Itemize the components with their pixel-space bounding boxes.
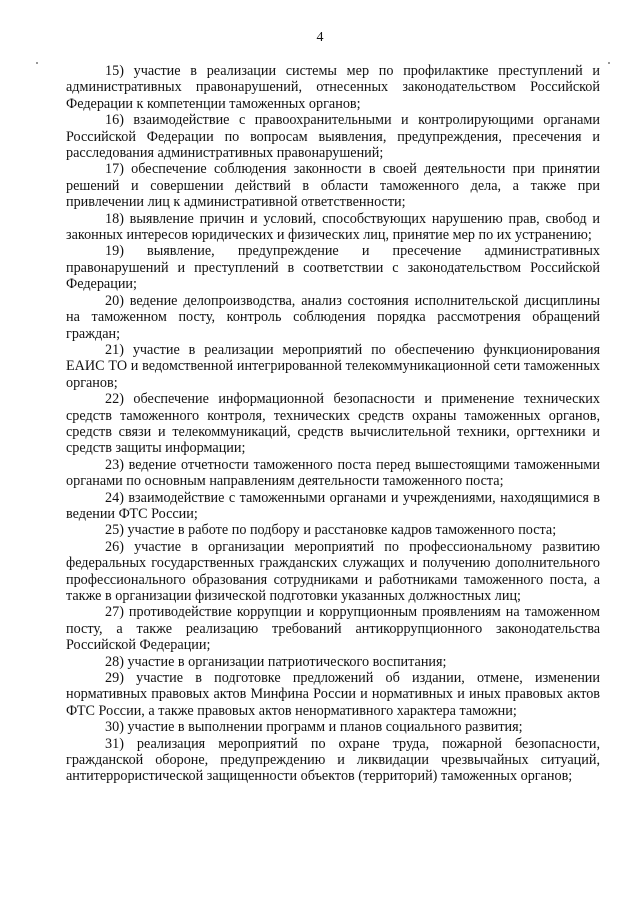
list-item: 30) участие в выполнении программ и планов социального развития; xyxy=(105,719,523,736)
list-item: 22) обеспечение информационной безопасности и применение технических средств таможенного контроля, технических средств охраны таможенных органов, средств связи и телекоммуникаций, средств вычислительной техники, оргтехники и средств защиты информации; xyxy=(66,391,600,457)
list-item: 25) участие в работе по подбору и расстановке кадров таможенного поста; xyxy=(105,522,557,539)
list-item: 21) участие в реализации мероприятий по обеспечению функционирования ЕАИС ТО и ведомственной интегрированной телекоммуникационной сети таможенных органов; xyxy=(66,341,600,391)
list-item: 23) ведение отчетности таможенного поста перед вышестоящими таможенными органами по основным направлениям деятельности таможенного поста; xyxy=(66,456,600,490)
list-item: 29) участие в подготовке предложений об издании, отмене, изменении нормативных правовых актов Минфина России и нормативных и иных правовых актов ФТС России, а также правовых актов ненормативного характера таможни; xyxy=(66,670,600,719)
list-item: 27) противодействие коррупции и коррупционным проявлениям на таможенном посту, а также реализацию требований антикоррупционного законодательства Российской Федерации; xyxy=(66,604,600,654)
scan-speck xyxy=(36,62,38,64)
list-item: 20) ведение делопроизводства, анализ состояния исполнительской дисциплины на таможенном посту, контроль соблюдения порядка рассмотрения обращений граждан; xyxy=(66,292,600,342)
list-item: 26) участие в организации мероприятий по профессиональному развитию федеральных государственных гражданских служащих и получению дополнительного профессионального образования сотрудниками и работниками таможенного поста, а также в организации физической подготовки указанных должностных лиц; xyxy=(66,538,600,604)
list-item: 18) выявление причин и условий, способствующих нарушению прав, свобод и законных интересов юридических и физических лиц, принятие мер по их устранению; xyxy=(66,210,600,244)
list-item: 19) выявление, предупреждение и пресечение административных правонарушений и преступлений в соответствии с законодательством Российской Федерации; xyxy=(66,243,600,293)
list-item: 24) взаимодействие с таможенными органами и учреждениями, находящимися в ведении ФТС России; xyxy=(66,489,600,522)
page-number: 4 xyxy=(316,30,324,45)
list-item: 17) обеспечение соблюдения законности в своей деятельности при принятии решений и совершении действий в области таможенного дела, а также при привлечении лиц к административной ответственности; xyxy=(66,161,600,211)
list-item: 28) участие в организации патриотического воспитания; xyxy=(105,653,447,670)
scan-speck xyxy=(608,62,610,64)
list-item: 16) взаимодействие с правоохранительными и контролирующими органами Российской Федерации по вопросам выявления, предупреждения, пресечения и расследования административных правонарушений; xyxy=(66,112,600,162)
list-item: 31) реализация мероприятий по охране труда, пожарной безопасности, гражданской обороне, предупреждению и ликвидации чрезвычайных ситуаций, антитеррористической защищенности объектов (территорий) таможенных органов; xyxy=(66,735,600,785)
document-body xyxy=(66,63,600,785)
list-item: 15) участие в реализации системы мер по профилактике преступлений и административных правонарушений, отнесенных законодательством Российской Федерации к компетенции таможенных органов; xyxy=(66,63,600,112)
